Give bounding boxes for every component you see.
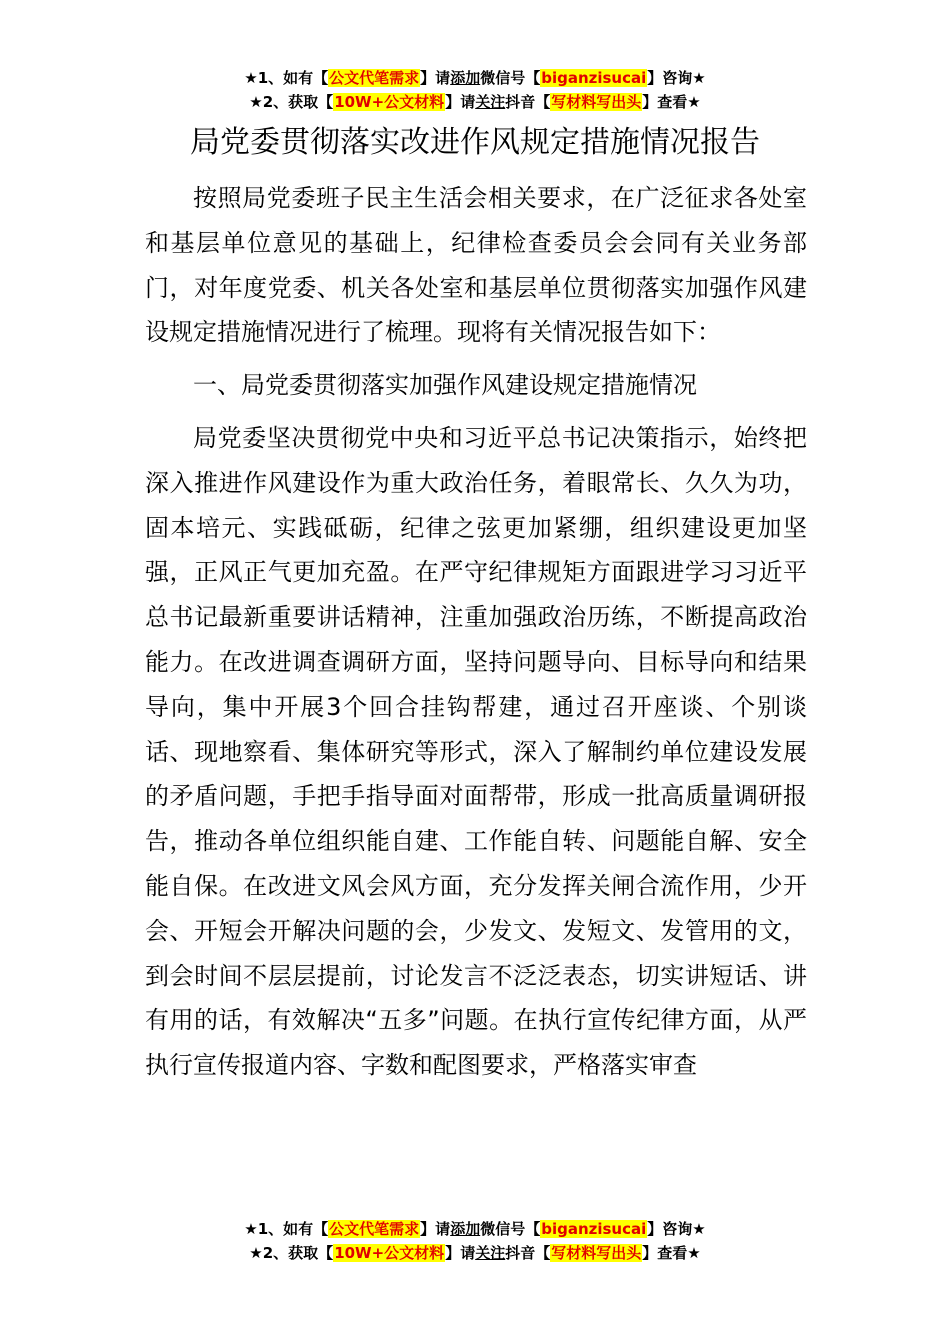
banner-line-1 (0, 66, 950, 90)
banner-text: 】请 (445, 1244, 476, 1262)
section-heading-1: 一、局党委贯彻落实加强作风建设规定措施情况 (193, 371, 697, 400)
banner-line-1 (0, 1217, 950, 1241)
paragraph-intro: 按照局党委班子民主生活会相关要求，在广泛征求各处室和基层单位意见的基础上，纪律检查委员会会同有关业务部门，对年度党委、机关各处室和基层单位贯彻落实加强作风建设规定措施情况进行了梳理。现将有关情况报告如下： (145, 184, 807, 347)
banner-text: 抖音【 (505, 1244, 551, 1262)
banner-text: 】咨询★ (647, 1220, 706, 1238)
banner-text: 】请 (445, 93, 476, 111)
banner-text: 微信号【 (480, 69, 541, 87)
banner-text: 】请 (420, 1220, 451, 1238)
banner-underlined: 关注 (475, 1244, 506, 1262)
banner-highlight: biganzisucai (541, 1220, 647, 1238)
paragraph-section-1: 局党委坚决贯彻党中央和习近平总书记决策指示，始终把深入推进作风建设作为重大政治任务，着眼常长、久久为功，固本培元、实践砥砺，纪律之弦更加紧绷，组织建设更加坚强，正风正气更加充盈。在严守纪律规矩方面跟进学习习近平总书记最新重要讲话精神，注重加强政治历练，不断提高政治能力。在改进调查调研方面，坚持问题导向、目标导向和结果导向，集中开展3个回合挂钩帮建，通过召开座谈、个别谈话、现地察看、集体研究等形式，深入了解制约单位建设发展的矛盾问题，手把手指导面对面帮带，形成一批高质量调研报告，推动各单位组织能自建、工作能自转、问题能自解、安全能自保。在改进文风会风方面，充分发挥关闸合流作用，少开会、开短会开解决问题的会，少发文、发短文、发管用的文，到会时间不层层提前，讨论发言不泛泛表态，切实讲短话、讲有用的话，有效解决“五多”问题。在执行宣传纪律方面，从严执行宣传报道内容、字数和配图要求，严格落实审查 (145, 423, 807, 1080)
banner-highlight: biganzisucai (541, 69, 647, 87)
banner-text: ★1、如有【 (244, 69, 329, 87)
bottom-promo-banner (0, 1217, 950, 1265)
banner-line-2 (0, 1241, 950, 1265)
banner-text: 】请 (420, 69, 451, 87)
banner-text: 】查看★ (642, 1244, 701, 1262)
banner-underlined: 添加 (450, 69, 481, 87)
banner-text: 】查看★ (642, 93, 701, 111)
banner-underlined: 添加 (450, 1220, 481, 1238)
banner-text: 微信号【 (480, 1220, 541, 1238)
banner-text: ★2、获取【 (249, 93, 334, 111)
document-body (145, 176, 807, 1088)
banner-text: 】咨询★ (647, 69, 706, 87)
banner-highlight: 公文代笔需求 (329, 1220, 420, 1238)
banner-highlight: 10W+公文材料 (334, 1244, 445, 1262)
top-promo-banner (0, 66, 950, 114)
banner-text: ★1、如有【 (244, 1220, 329, 1238)
banner-text: ★2、获取【 (249, 1244, 334, 1262)
banner-highlight: 公文代笔需求 (329, 69, 420, 87)
banner-text: 抖音【 (505, 93, 551, 111)
banner-highlight: 10W+公文材料 (334, 93, 445, 111)
banner-highlight: 写材料写出头 (551, 93, 642, 111)
banner-highlight: 写材料写出头 (551, 1244, 642, 1262)
banner-line-2 (0, 90, 950, 114)
banner-underlined: 关注 (475, 93, 506, 111)
document-title: 局党委贯彻落实改进作风规定措施情况报告 (190, 125, 760, 160)
